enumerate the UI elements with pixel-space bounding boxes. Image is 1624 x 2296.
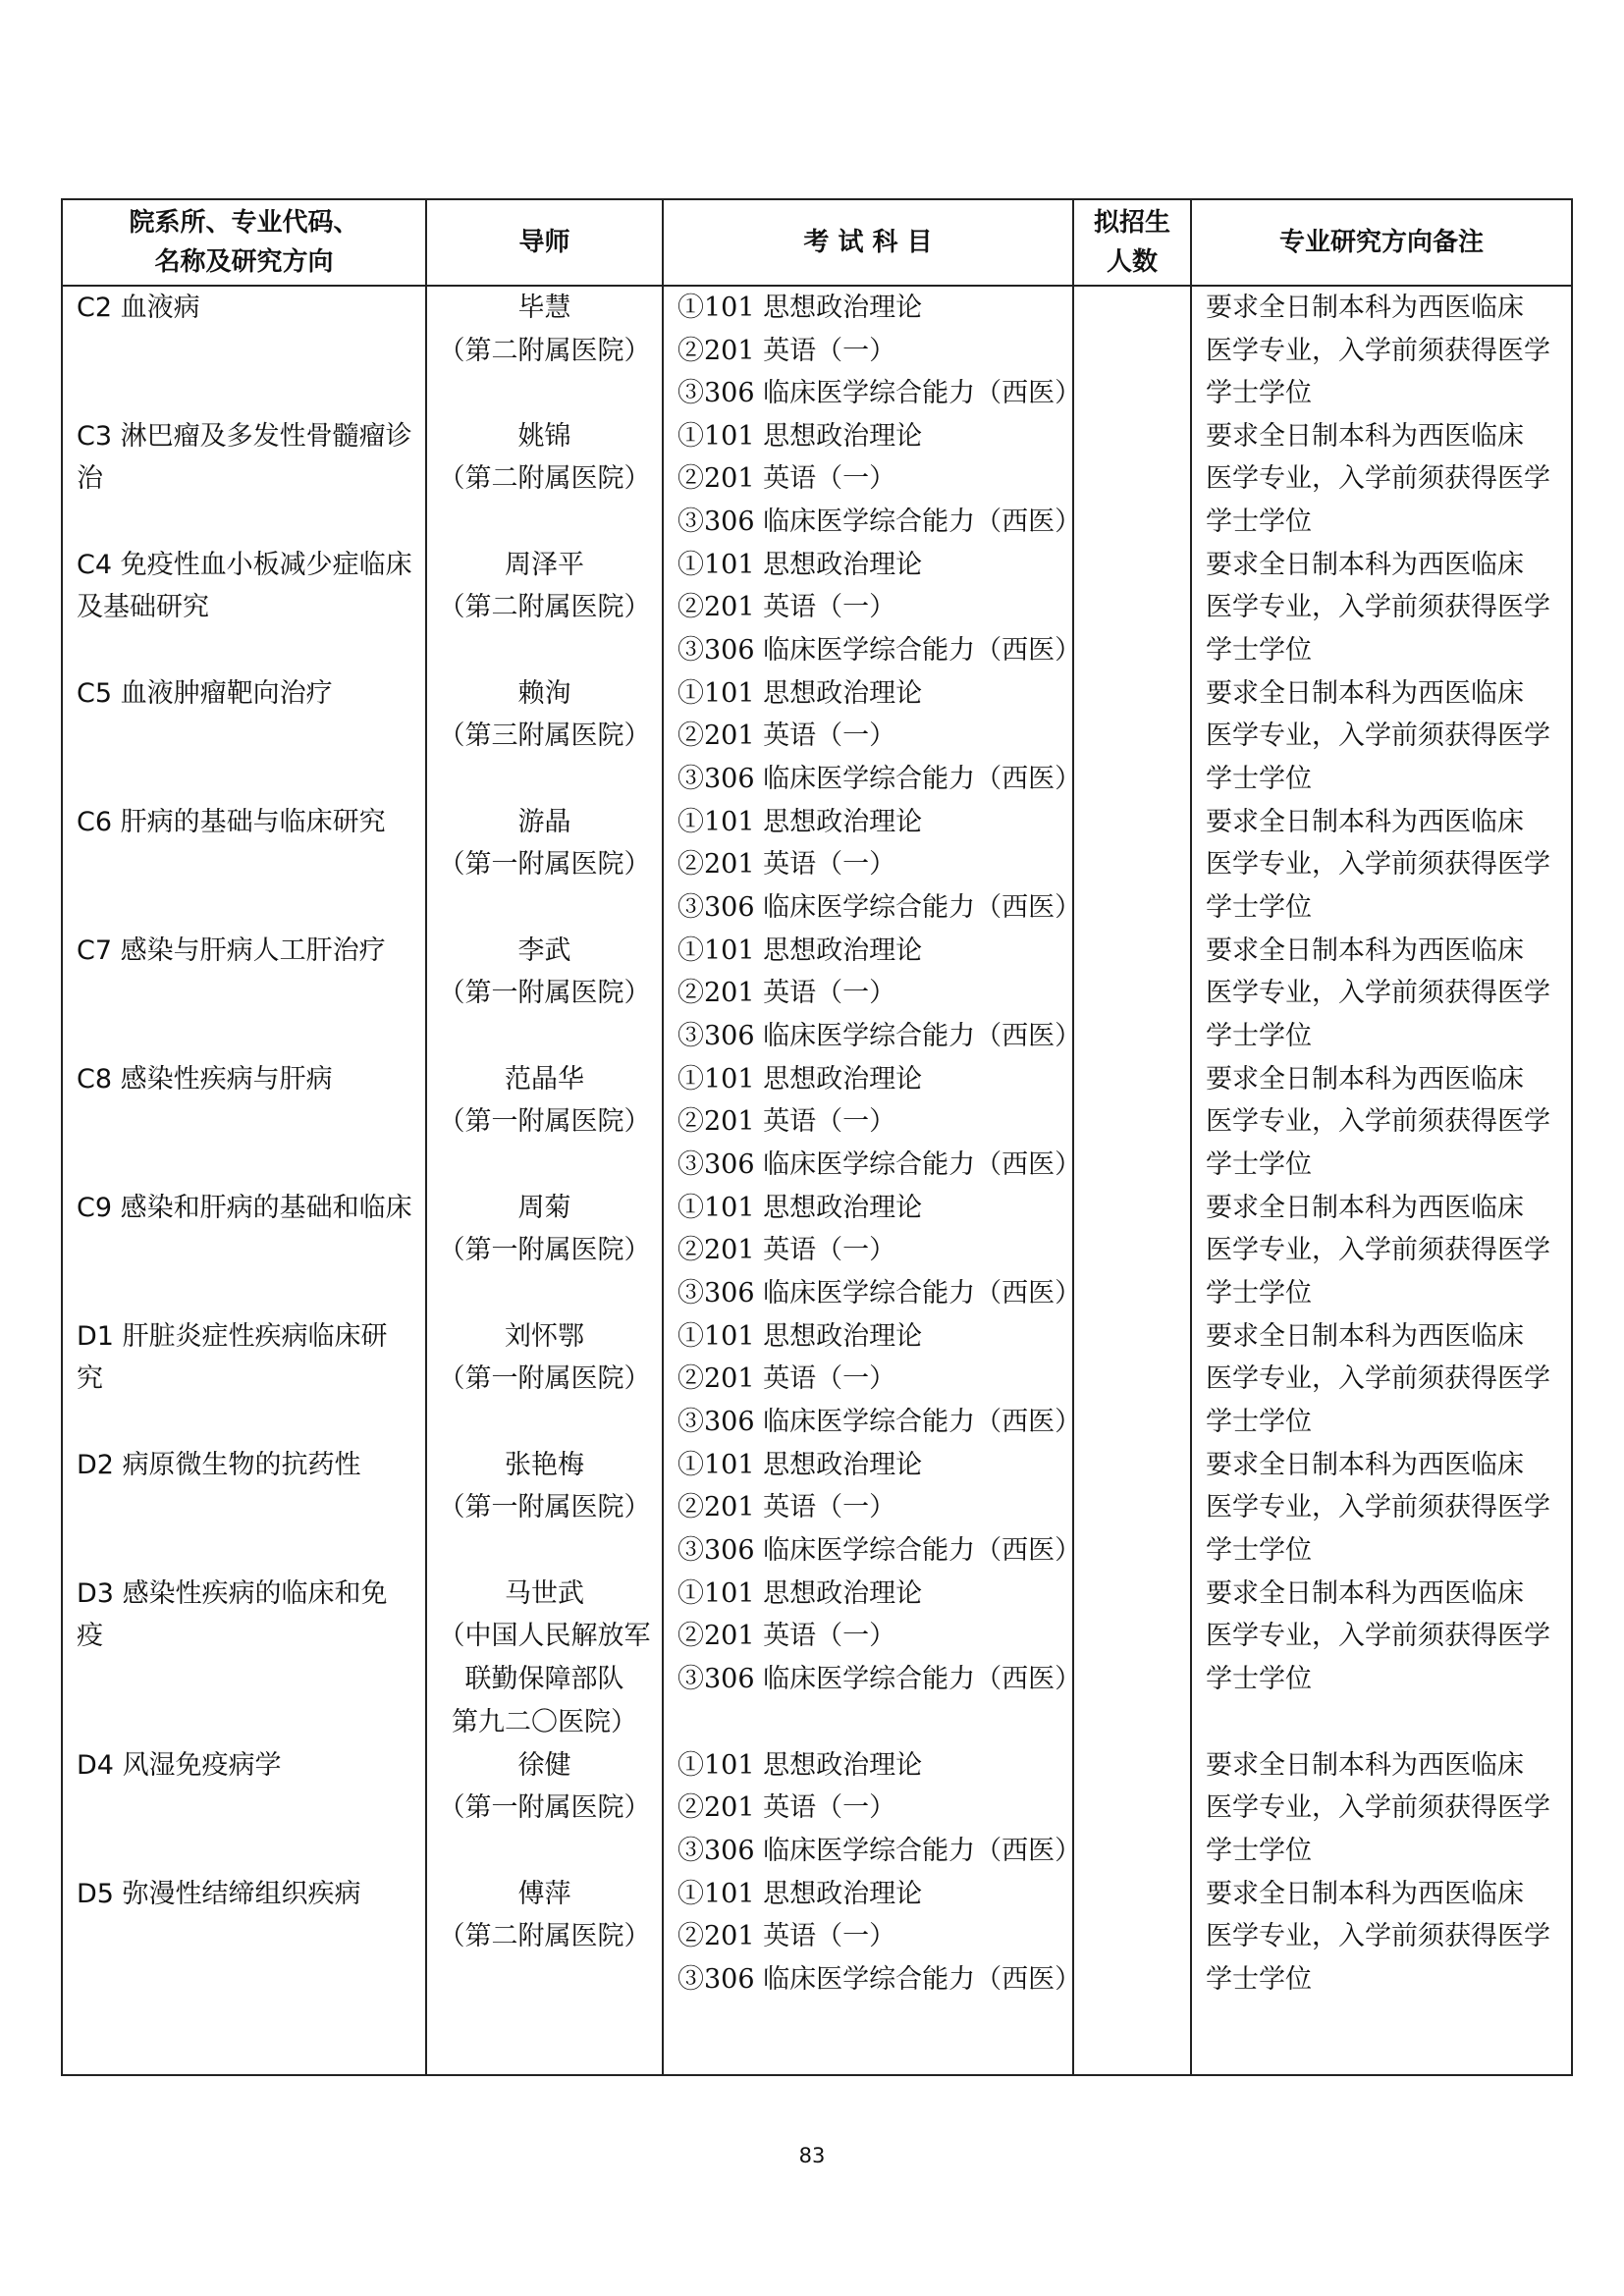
advisor-hospital: （第一附属医院） [438,1106,651,1138]
advisor-hospital: 第九二〇医院） [452,1706,637,1737]
advisor-hospital: 联勤保障部队 [464,1663,624,1694]
advisor-name: 李武 [517,934,571,966]
advisor-hospital: （第三附属医院） [438,721,651,752]
note-line: 学士学位 [1206,1663,1312,1694]
exam-subject: ②201 英语（一） [677,335,896,366]
exam-subjects-cell [663,1573,1082,1744]
table-row [62,1315,1572,1444]
admissions-table [61,198,1573,2076]
exam-subject: ①101 思想政治理论 [677,1449,923,1480]
exam-subject: ①101 思想政治理论 [677,420,923,452]
header-exam-subjects: 考 试 科 目 [663,199,1073,286]
enrollment-cell [1073,801,1191,930]
exam-subjects-cell [663,544,1082,672]
note-line: 医学专业，入学前须获得医学 [1206,592,1550,623]
note-line: 医学专业，入学前须获得医学 [1206,721,1550,752]
advisor-name: 游晶 [517,806,571,837]
notes-cell [1191,544,1572,672]
direction-name: 感染与肝病人工肝治疗 [120,934,386,966]
note-line: 学士学位 [1206,634,1312,666]
advisor-cell [426,544,663,672]
advisor-hospital: （第二附属医院） [438,463,651,495]
direction-name: 淋巴瘤及多发性骨髓瘤诊治 [77,420,412,495]
advisor-name: 范晶华 [505,1063,584,1095]
exam-subject: ①101 思想政治理论 [677,1577,923,1609]
advisor-hospital: （第一附属医院） [438,849,651,881]
table-row [62,1058,1572,1187]
note-line: 学士学位 [1206,1963,1312,1995]
notes-cell [1191,1573,1572,1744]
exam-subject: ③306 临床医学综合能力（西医） [677,763,1082,794]
exam-subject: ③306 临床医学综合能力（西医） [677,1534,1082,1566]
advisor-name: 傅萍 [517,1878,571,1909]
notes-cell [1191,1187,1572,1315]
exam-subject: ③306 临床医学综合能力（西医） [677,1663,1082,1694]
enrollment-cell [1073,1744,1191,1873]
direction-code: D2 [77,1449,114,1480]
advisor-hospital: （第一附属医院） [438,1363,651,1395]
advisor-name: 张艳梅 [505,1449,584,1480]
direction-cell [62,544,426,672]
exam-subject: ②201 英语（一） [677,1235,896,1266]
exam-subjects-cell [663,286,1082,415]
note-line: 医学专业，入学前须获得医学 [1206,1792,1550,1824]
enrollment-cell [1073,1058,1191,1187]
exam-subject: ③306 临床医学综合能力（西医） [677,634,1082,666]
exam-subjects-cell [663,1444,1082,1573]
notes-cell [1191,1315,1572,1444]
note-line: 学士学位 [1206,378,1312,409]
direction-code: C3 [77,420,113,452]
exam-subject: ①101 思想政治理论 [677,1749,923,1781]
direction-code: D5 [77,1878,114,1909]
exam-subject: ①101 思想政治理论 [677,549,923,580]
advisor-cell [426,930,663,1058]
table-row [62,1444,1572,1573]
advisor-name: 刘怀鄂 [505,1320,584,1352]
advisor-name: 周菊 [517,1192,571,1223]
note-line: 学士学位 [1206,1020,1312,1051]
note-line: 要求全日制本科为西医临床 [1206,934,1524,966]
advisor-hospital: （第一附属医院） [438,978,651,1009]
direction-cell [62,1058,426,1187]
advisor-cell [426,415,663,544]
advisor-cell [426,1744,663,1873]
enrollment-cell [1073,415,1191,544]
exam-subject: ②201 英语（一） [677,1363,896,1395]
note-line: 要求全日制本科为西医临床 [1206,1749,1524,1781]
advisor-cell [426,286,663,415]
note-line: 学士学位 [1206,1148,1312,1180]
direction-name: 感染性疾病的临床和免疫 [77,1577,388,1652]
note-line: 学士学位 [1206,1534,1312,1566]
direction-cell [62,1444,426,1573]
table-row [62,1573,1572,1744]
advisor-cell [426,1187,663,1315]
advisor-hospital: （第二附属医院） [438,1921,651,1952]
note-line: 学士学位 [1206,1406,1312,1437]
exam-subject: ③306 临床医学综合能力（西医） [677,1148,1082,1180]
direction-code: D4 [77,1749,114,1781]
exam-subject: ①101 思想政治理论 [677,934,923,966]
exam-subject: ③306 临床医学综合能力（西医） [677,1406,1082,1437]
direction-cell [62,930,426,1058]
advisor-hospital: （第一附属医院） [438,1492,651,1523]
exam-subject: ②201 英语（一） [677,592,896,623]
note-line: 要求全日制本科为西医临床 [1206,1449,1524,1480]
enrollment-cell [1073,1187,1191,1315]
table-row [62,672,1572,801]
exam-subject: ②201 英语（一） [677,1792,896,1824]
table-row [62,930,1572,1058]
advisor-hospital: （第二附属医院） [438,335,651,366]
note-line: 医学专业，入学前须获得医学 [1206,1621,1550,1652]
page-number: 83 [798,2144,826,2167]
enrollment-cell [1073,286,1191,415]
direction-code: C7 [77,934,113,966]
notes-cell [1191,1058,1572,1187]
advisor-hospital: （第一附属医院） [438,1792,651,1824]
notes-cell [1191,672,1572,801]
direction-cell [62,415,426,544]
enrollment-cell [1073,544,1191,672]
exam-subject: ②201 英语（一） [677,1106,896,1138]
exam-subjects-cell [663,801,1082,930]
exam-subject: ②201 英语（一） [677,1492,896,1523]
table-header-row [62,199,1572,286]
exam-subject: ③306 临床医学综合能力（西医） [677,1020,1082,1051]
note-line: 学士学位 [1206,891,1312,923]
notes-cell [1191,1873,1572,2075]
direction-cell [62,672,426,801]
exam-subjects-cell [663,1873,1082,2075]
direction-code: D1 [77,1320,114,1352]
note-line: 医学专业，入学前须获得医学 [1206,1106,1550,1138]
note-line: 学士学位 [1206,506,1312,537]
enrollment-cell [1073,1873,1191,2075]
exam-subjects-cell [663,1058,1082,1187]
direction-name: 血液病 [120,293,200,323]
notes-cell [1191,286,1572,415]
table-row [62,1187,1572,1315]
table-row [62,415,1572,544]
direction-name: 弥漫性结缔组织疾病 [122,1878,361,1909]
exam-subject: ②201 英语（一） [677,1621,896,1652]
direction-code: D3 [77,1577,114,1609]
table-row [62,1744,1572,1873]
enrollment-cell [1073,1315,1191,1444]
direction-name: 免疫性血小板减少症临床及基础研究 [77,549,412,623]
note-line: 要求全日制本科为西医临床 [1206,806,1524,837]
table-row [62,286,1572,415]
exam-subject: ①101 思想政治理论 [677,1192,923,1223]
exam-subject: ②201 英语（一） [677,849,896,881]
exam-subject: ①101 思想政治理论 [677,1320,923,1352]
exam-subjects-cell [663,672,1082,801]
exam-subject: ①101 思想政治理论 [677,677,923,709]
exam-subjects-cell [663,1315,1082,1444]
direction-cell [62,1315,426,1444]
note-line: 学士学位 [1206,763,1312,794]
table-row [62,1873,1572,2075]
enrollment-cell [1073,1444,1191,1573]
direction-code: C5 [77,677,113,709]
advisor-cell [426,672,663,801]
exam-subjects-cell [663,415,1082,544]
exam-subject: ②201 英语（一） [677,463,896,495]
exam-subjects-cell [663,930,1082,1058]
exam-subject: ①101 思想政治理论 [677,293,923,323]
table-row [62,544,1572,672]
enrollment-cell [1073,930,1191,1058]
advisor-name: 徐健 [517,1749,571,1781]
note-line: 医学专业，入学前须获得医学 [1206,463,1550,495]
notes-cell [1191,801,1572,930]
note-line: 医学专业，入学前须获得医学 [1206,1921,1550,1952]
direction-name: 肝脏炎症性疾病临床研究 [77,1320,388,1395]
advisor-cell [426,1315,663,1444]
direction-name: 血液肿瘤靶向治疗 [120,677,333,709]
note-line: 要求全日制本科为西医临床 [1206,1320,1524,1352]
exam-subject: ①101 思想政治理论 [677,806,923,837]
exam-subject: ①101 思想政治理论 [677,1063,923,1095]
header-enrollment: 拟招生 人数 [1073,199,1191,286]
direction-name: 感染和肝病的基础和临床 [120,1192,412,1223]
direction-name: 风湿免疫病学 [122,1749,282,1781]
note-line: 要求全日制本科为西医临床 [1206,1192,1524,1223]
notes-cell [1191,1444,1572,1573]
note-line: 要求全日制本科为西医临床 [1206,549,1524,580]
exam-subject: ①101 思想政治理论 [677,1878,923,1909]
note-line: 医学专业，入学前须获得医学 [1206,335,1550,366]
direction-name: 病原微生物的抗药性 [122,1449,361,1480]
header-notes: 专业研究方向备注 [1191,199,1572,286]
note-line: 医学专业，入学前须获得医学 [1206,978,1550,1009]
exam-subject: ③306 临床医学综合能力（西医） [677,378,1082,409]
exam-subject: ③306 临床医学综合能力（西医） [677,1835,1082,1866]
direction-cell [62,1744,426,1873]
note-line: 要求全日制本科为西医临床 [1206,420,1524,452]
enrollment-cell [1073,672,1191,801]
notes-cell [1191,930,1572,1058]
note-line: 医学专业，入学前须获得医学 [1206,1492,1550,1523]
direction-code: C8 [77,1063,113,1095]
advisor-name: 姚锦 [517,420,571,452]
advisor-hospital: （第一附属医院） [438,1235,651,1266]
direction-code: C9 [77,1192,113,1223]
header-department: 院系所、专业代码、 名称及研究方向 [62,199,426,286]
direction-cell [62,1573,426,1744]
note-line: 学士学位 [1206,1277,1312,1308]
note-line: 要求全日制本科为西医临床 [1206,1063,1524,1095]
direction-cell [62,801,426,930]
note-line: 医学专业，入学前须获得医学 [1206,1363,1550,1395]
note-line: 要求全日制本科为西医临床 [1206,677,1524,709]
advisor-hospital: （第二附属医院） [438,592,651,623]
advisor-cell [426,1058,663,1187]
direction-code: C6 [77,806,113,837]
exam-subjects-cell [663,1187,1082,1315]
note-line: 要求全日制本科为西医临床 [1206,1878,1524,1909]
direction-cell [62,286,426,415]
exam-subject: ②201 英语（一） [677,721,896,752]
advisor-name: 赖洵 [517,677,571,709]
exam-subjects-cell [663,1744,1082,1873]
advisor-name: 周泽平 [505,549,584,580]
direction-code: C4 [77,549,113,580]
enrollment-cell [1073,1573,1191,1744]
advisor-name: 马世武 [505,1577,584,1609]
direction-cell [62,1187,426,1315]
direction-name: 感染性疾病与肝病 [120,1063,333,1095]
header-advisor: 导师 [426,199,663,286]
advisor-hospital: （中国人民解放军 [438,1621,651,1652]
table-row [62,801,1572,930]
direction-name: 肝病的基础与临床研究 [120,806,386,837]
advisor-cell [426,1444,663,1573]
direction-cell [62,1873,426,2075]
direction-code: C2 [77,293,113,323]
exam-subject: ③306 临床医学综合能力（西医） [677,506,1082,537]
note-line: 要求全日制本科为西医临床 [1206,1577,1524,1609]
exam-subject: ②201 英语（一） [677,978,896,1009]
exam-subject: ③306 临床医学综合能力（西医） [677,891,1082,923]
advisor-cell [426,801,663,930]
note-line: 医学专业，入学前须获得医学 [1206,1235,1550,1266]
exam-subject: ②201 英语（一） [677,1921,896,1952]
note-line: 要求全日制本科为西医临床 [1206,293,1524,323]
notes-cell [1191,1744,1572,1873]
exam-subject: ③306 临床医学综合能力（西医） [677,1963,1082,1995]
advisor-cell [426,1873,663,2075]
advisor-name: 毕慧 [517,293,571,323]
notes-cell [1191,415,1572,544]
note-line: 学士学位 [1206,1835,1312,1866]
note-line: 医学专业，入学前须获得医学 [1206,849,1550,881]
advisor-cell [426,1573,663,1744]
exam-subject: ③306 临床医学综合能力（西医） [677,1277,1082,1308]
